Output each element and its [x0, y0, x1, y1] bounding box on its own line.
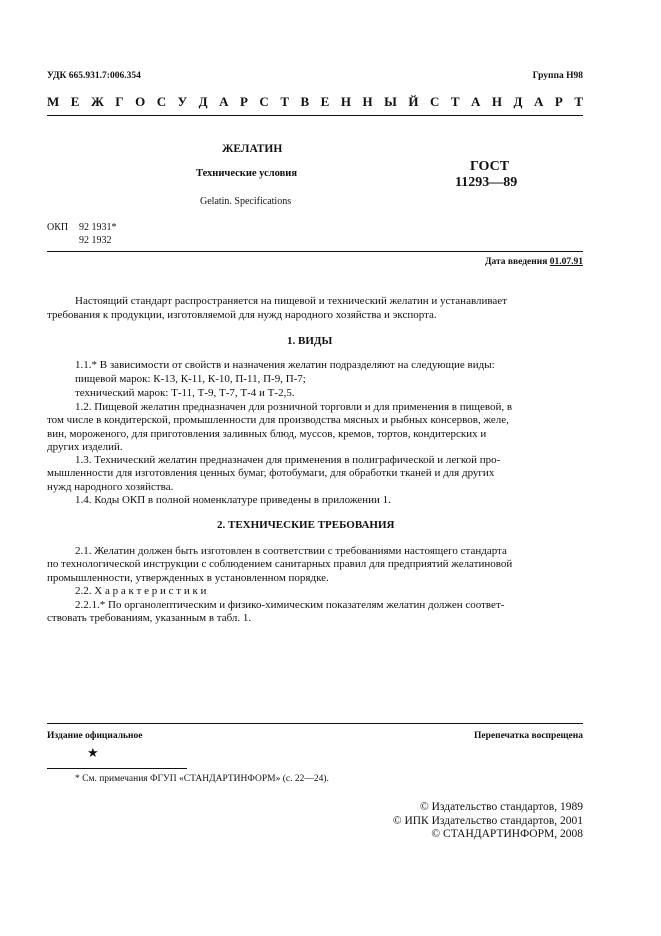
- date-rule: [47, 251, 583, 252]
- section-1-line: технический марок: Т-11, Т-9, Т-7, Т-4 и Т-2,5.: [75, 387, 295, 399]
- header-rule: [47, 115, 583, 116]
- footnote-rule: [47, 768, 187, 769]
- effective-date-value: 01.07.91: [549, 257, 583, 267]
- copyright-2008: © СТАНДАРТИНФОРМ, 2008: [431, 828, 583, 840]
- effective-date-label: Дата введения: [484, 257, 548, 267]
- section-1-line: вин, мороженого, для приготовления заливных блюд, муссов, кремов, тортов, кондитерских и: [47, 428, 487, 440]
- intro-line-2: требования к продукции, изготовляемой для нужд народного хозяйства и экспорта.: [47, 309, 437, 321]
- section-2-line: промышленности, утвержденных в установленном порядке.: [47, 572, 329, 584]
- copyright-2001: © ИПК Издательство стандартов, 2001: [392, 815, 583, 827]
- section-2-line: 2.2.1.* По органолептическим и физико-химическим показателям желатин должен соответ-: [75, 599, 505, 611]
- english-title: Gelatin. Specifications: [200, 196, 292, 207]
- document-title: ЖЕЛАТИН: [222, 143, 283, 155]
- section-2-line: 2.2. Х а р а к т е р и с т и к и: [75, 585, 207, 597]
- section-2-line: 2.1. Желатин должен быть изготовлен в соответствии с требованиями настоящего стандарта: [75, 545, 507, 557]
- section-2-line: по технологической инструкции с соблюдением санитарных правил для предприятий желатиновой: [47, 558, 513, 570]
- section-1-line: 1.3. Технический желатин предназначен для применения в полиграфической и легкой про-: [75, 454, 501, 466]
- document-subtitle: Технические условия: [196, 168, 298, 179]
- section-1-line: 1.2. Пищевой желатин предназначен для розничной торговли и для применения в пищевой, в: [75, 401, 513, 413]
- udk-code: УДК 665.931.7:006.354: [47, 71, 141, 81]
- gost-number: 11293—89: [455, 175, 518, 190]
- okp-code-2: 92 1932: [79, 235, 112, 246]
- reprint-prohibited: Перепечатка воспрещена: [473, 731, 583, 741]
- section-1-line: пищевой марок: К-13, К-11, К-10, П-11, П-9, П-7;: [75, 373, 306, 385]
- section-1-heading: 1. ВИДЫ: [287, 335, 333, 347]
- section-2-heading: 2. ТЕХНИЧЕСКИЕ ТРЕБОВАНИЯ: [217, 519, 395, 531]
- group-code: Группа Н98: [532, 71, 583, 81]
- section-1-line: нужд народного хозяйства.: [47, 481, 174, 493]
- star-icon: ★: [87, 745, 99, 760]
- intro-line-1: Настоящий стандарт распространяется на пищевой и технический желатин и устанавливает: [75, 295, 507, 307]
- interstate-standard-banner: М Е Ж Г О С У Д А Р С Т В Е Н Н Ы Й С Т А Н Д А Р Т: [47, 94, 583, 109]
- footnote: * См. примечания ФГУП «СТАНДАРТИНФОРМ» (с. 22—24).: [75, 774, 329, 784]
- okp-code-1: 92 1931*: [79, 222, 117, 233]
- effective-date: [485, 257, 583, 267]
- section-1-line: 1.4. Коды ОКП в полной номенклатуре приведены в приложении 1.: [75, 494, 391, 506]
- okp-label: ОКП: [47, 222, 69, 233]
- section-1-line: 1.1.* В зависимости от свойств и назначения желатин подразделяют на следующие виды:: [75, 359, 495, 371]
- official-edition: Издание официальное: [47, 731, 143, 741]
- section-2-line: ствовать требованиям, указанным в табл. 1.: [47, 612, 252, 624]
- gost-label: ГОСТ: [470, 159, 510, 174]
- section-1-line: том числе в кондитерской, промышленности для производства мясных и рыбных консервов, желе,: [47, 414, 509, 426]
- section-1-line: других изделий.: [47, 441, 123, 453]
- copyright-1989: © Издательство стандартов, 1989: [419, 801, 583, 813]
- section-1-line: мышленности для изготовления ценных бумаг, фотобумаги, для обработки тканей и для других: [47, 467, 495, 479]
- footer-rule: [47, 723, 583, 724]
